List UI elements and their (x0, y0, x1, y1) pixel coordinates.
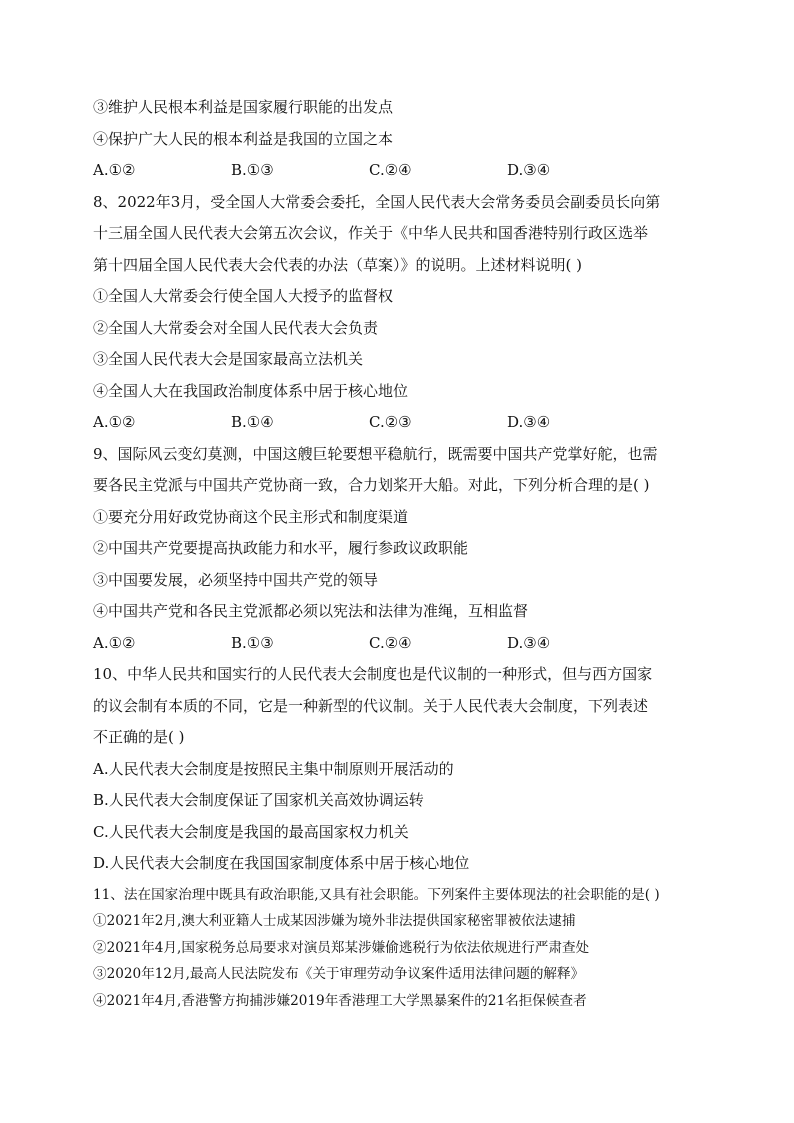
choice-d: D.人民代表大会制度在我国国家制度体系中居于核心地位 (93, 854, 470, 872)
question-stem-line: 10、中华人民共和国实行的人民代表大会制度也是代议制的一种形式，但与西方国家 (93, 665, 653, 683)
question-stem-line: 十三届全国人民代表大会第五次会议，作关于《中华人民共和国香港特别行政区选举 (93, 224, 649, 242)
answer-options (93, 407, 703, 439)
statement: ①2021年2月,澳大利亚籍人士成某因涉嫌为境外非法提供国家秘密罪被依法逮捕 (93, 913, 576, 929)
option-a: A.①② (93, 161, 136, 179)
exam-page (93, 92, 703, 1014)
option-d: D.③④ (507, 161, 551, 179)
option-b: B.①③ (231, 633, 274, 652)
statement: ③全国人民代表大会是国家最高立法机关 (93, 350, 364, 368)
option-a: A.①② (93, 633, 136, 652)
statement: ②中国共产党要提高执政能力和水平，履行参政议政职能 (93, 539, 469, 557)
question-8 (93, 187, 703, 439)
statement: ③中国要发展，必须坚持中国共产党的领导 (93, 570, 379, 589)
option-b: B.①④ (231, 413, 274, 431)
choice-b: B.人民代表大会制度保证了国家机关高效协调运转 (93, 791, 424, 809)
statement: ②2021年4月,国家税务总局要求对演员郑某涉嫌偷逃税行为依法依规进行严肃查处 (93, 939, 590, 956)
answer-options (93, 155, 703, 187)
statement: ①全国人大常委会行使全国人大授予的监督权 (93, 287, 394, 305)
statement: ①要充分用好政党协商这个民主形式和制度渠道 (93, 507, 409, 526)
option-c: C.②④ (369, 633, 412, 652)
statement: ③维护人民根本利益是国家履行职能的出发点 (93, 98, 394, 116)
question-stem-line: 不正确的是( ) (93, 728, 185, 746)
question-stem-line: 要各民主党派与中国共产党协商一致，合力划桨开大船。对此，下列分析合理的是( ) (93, 476, 650, 494)
choice-a: A.人民代表大会制度是按照民主集中制原则开展活动的 (93, 759, 454, 778)
prev-question-tail (93, 92, 703, 187)
statement: ④保护广大人民的根本利益是我国的立国之本 (93, 129, 394, 148)
question-stem-line: 9、国际风云变幻莫测，中国这艘巨轮要想平稳航行，既需要中国共产党掌好舵，也需 (93, 444, 658, 463)
statement: ③2020年12月,最高人民法院发布《关于审理劳动争议案件适用法律问题的解释》 (93, 966, 585, 982)
option-b: B.①③ (231, 161, 274, 179)
option-d: D.③④ (507, 413, 551, 431)
question-11 (93, 882, 703, 1015)
statement: ④2021年4月,香港警方拘捕涉嫌2019年香港理工大学黑暴案件的21名拒保候查者 (93, 992, 587, 1009)
option-a: A.①② (93, 413, 136, 431)
question-10 (93, 659, 703, 880)
question-9 (93, 439, 703, 660)
option-c: C.②③ (369, 413, 412, 431)
question-stem-line: 8、2022年3月，受全国人大常委会委托，全国人民代表大会常务委员会副委员长向第 (93, 192, 661, 211)
option-d: D.③④ (507, 633, 551, 652)
statement: ②全国人大常委会对全国人民代表大会负责 (93, 318, 379, 337)
question-stem-line: 的议会制有本质的不同，它是一种新型的代议制。关于人民代表大会制度，下列表述 (93, 696, 649, 715)
statement: ④中国共产党和各民主党派都必须以宪法和法律为准绳，互相监督 (93, 602, 529, 620)
question-stem-line: 第十四届全国人民代表大会代表的办法（草案）》的说明。上述材料说明( ) (93, 255, 582, 274)
statement: ④全国人大在我国政治制度体系中居于核心地位 (93, 381, 409, 400)
choice-c: C.人民代表大会制度是我国的最高国家权力机关 (93, 822, 409, 841)
answer-options (93, 628, 703, 660)
option-c: C.②④ (369, 161, 412, 179)
question-stem-line: 11、法在国家治理中既具有政治职能,又具有社会职能。下列案件主要体现法的社会职能的是( ) (93, 886, 660, 903)
